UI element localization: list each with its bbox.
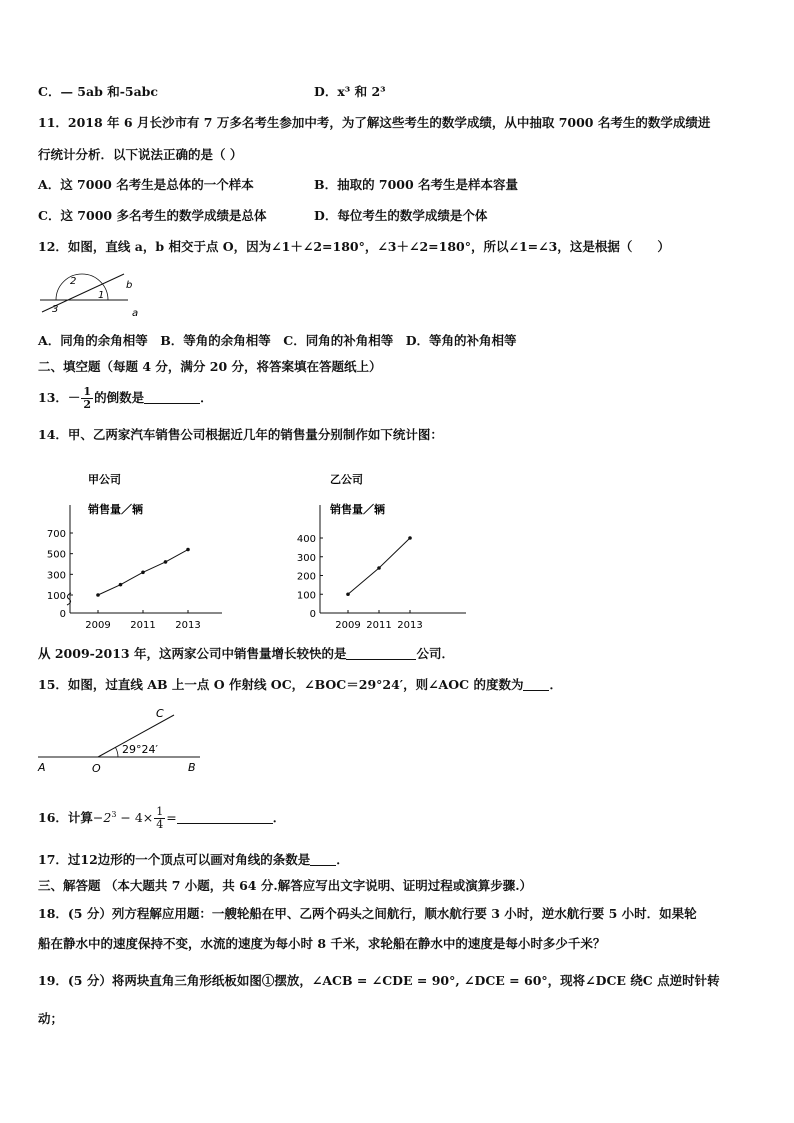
jia-ytick-label: 100 [46, 591, 66, 602]
jia-data-point [141, 570, 145, 574]
q16-prefix: 16．计算 [38, 810, 93, 826]
q11-option-d: D．每位考生的数学成绩是个体 [314, 208, 488, 223]
q10-option-d: D．x³ 和 2³ [314, 84, 386, 99]
jia-data-point [186, 548, 190, 552]
q14-answer-blank [346, 647, 416, 660]
jia-ytick-label: 700 [46, 529, 66, 540]
q15-stem [38, 677, 562, 693]
chart-jia-title: 甲公司 [88, 473, 121, 486]
q11-option-c: C．这 7000 多名考生的数学成绩是总体 [38, 208, 267, 223]
q12-stem: 12．如图，直线 a，b 相交于点 O，因为∠1＋∠2=180°，∠3＋∠2=180°，所以∠1=∠3，这是根据（ ） [38, 239, 670, 254]
yi-data-point [377, 566, 381, 570]
jia-ytick-label: 300 [46, 570, 66, 582]
chart-yi-ylabel: 销售量／辆 [330, 503, 385, 516]
yi-ytick-label: 0 [309, 609, 316, 620]
point-a-label: A [38, 761, 46, 774]
q16-answer-blank [177, 811, 273, 824]
q14-question [38, 646, 454, 662]
q14-question-end: 公司． [416, 646, 454, 661]
yi-xtick-label: 2011 [366, 620, 392, 631]
yi-ytick-label: 300 [296, 552, 316, 564]
jia-xtick-label: 2009 [85, 620, 111, 631]
q15-end: ． [549, 677, 562, 692]
label-a: a [132, 308, 139, 319]
jia-xtick-label: 2013 [175, 620, 201, 631]
jia-ytick-label: 0 [59, 609, 66, 620]
q13-numerator: 1 [83, 385, 92, 398]
q11-stem-line1: 11．2018 年 6 月长沙市有 7 万多名考生参加中考，为了解这些考生的数学成绩，从中抽取 7000 名考生的数学成绩进 [38, 115, 711, 130]
q16-end: ． [272, 810, 286, 826]
q13 [38, 384, 213, 412]
yi-xtick-label: 2009 [335, 620, 361, 631]
jia-data-point [119, 583, 123, 587]
q13-end: ． [200, 390, 213, 405]
q15-answer-blank [523, 678, 549, 691]
q12-options: A．同角的余角相等 B．等角的余角相等 C．同角的补角相等 D．等角的补角相等 [38, 333, 517, 348]
yi-ytick-label: 200 [296, 571, 316, 583]
q18-line2: 船在静水中的速度保持不变，水流的速度为每小时 8 千米，求轮船在静水中的速度是每小时多少千米？ [38, 936, 606, 951]
q17-text: 17．过12边形的一个顶点可以画对角线的条数是 [38, 852, 311, 867]
q13-denominator: 2 [83, 398, 92, 411]
q18-line1: 18．(5 分）列方程解应用题：一艘轮船在甲、乙两个码头之间航行，顺水航行要 3 小时，逆水航行要 5 小时．如果轮 [38, 906, 697, 921]
q16-denominator: 4 [156, 818, 164, 832]
q11-option-a: A．这 7000 名考生是总体的一个样本 [38, 177, 254, 192]
section-3-heading: 三、解答题 （本大题共 7 小题，共 64 分.解答应写出文字说明、证明过程或演算步骤.） [38, 878, 533, 893]
yi-data-point [408, 536, 412, 540]
q11-stem-line2: 行统计分析．以下说法正确的是（ ） [38, 147, 243, 162]
point-c-label: C [156, 707, 164, 720]
q14-stem: 14．甲、乙两家汽车销售公司根据近几年的销售量分别制作如下统计图： [38, 427, 443, 442]
q17 [38, 852, 349, 868]
chart-jia-ylabel: 销售量／辆 [88, 503, 143, 516]
q13-prefix: 13．－ [38, 390, 81, 405]
jia-data-point [164, 560, 168, 564]
label-3: 3 [52, 304, 59, 315]
q13-fraction [81, 386, 93, 411]
chart-yi-title: 乙公司 [330, 473, 363, 486]
q19-line1: 19．(5 分）将两块直角三角形纸板如图①摆放，∠ACB = ∠CDE = 90°, ∠DCE = 60°，现将∠DCE 绕C 点逆时针转 [38, 973, 720, 988]
jia-data-point [96, 593, 100, 597]
q16-exponent: 3 [111, 810, 117, 819]
q13-answer-blank [144, 391, 200, 404]
chart-yi-series-line [348, 538, 410, 594]
point-b-label: B [188, 761, 196, 774]
chart-yi [290, 465, 480, 635]
jia-xtick-label: 2011 [130, 620, 156, 631]
q15-angle-figure [34, 703, 214, 775]
q16-term1: −2 [92, 810, 112, 826]
q16-fraction [154, 806, 165, 831]
chart-jia [40, 465, 270, 635]
q19-line2: 动； [38, 1011, 64, 1026]
yi-ytick-label: 100 [296, 590, 316, 602]
q11-option-b: B．抽取的 7000 名考生是样本容量 [314, 177, 519, 192]
label-1: 1 [98, 290, 105, 301]
q17-end: ． [336, 852, 349, 867]
q16-term2: − 4× [116, 810, 154, 826]
label-2: 2 [70, 276, 77, 287]
q16-equals: = [166, 810, 177, 826]
label-b: b [126, 280, 133, 291]
section-2-heading: 二、填空题（每题 4 分，满分 20 分，将答案填在答题纸上） [38, 359, 382, 374]
q17-answer-blank [310, 853, 336, 866]
q12-intersecting-lines-figure [36, 270, 146, 320]
jia-ytick-label: 500 [46, 549, 66, 561]
q16-numerator: 1 [156, 805, 164, 819]
point-o-label: O [92, 762, 101, 775]
yi-xtick-label: 2013 [397, 620, 423, 631]
yi-data-point [346, 592, 350, 596]
q14-question-text: 从 2009-2013 年，这两家公司中销售量增长较快的是 [38, 646, 347, 661]
q15-stem-text: 15．如图，过直线 AB 上一点 O 作射线 OC，∠BOC＝29°24′，则∠AOC 的度数为 [38, 677, 524, 692]
q16 [38, 800, 285, 833]
q10-option-c: C．— 5ab 和-5abc [38, 84, 159, 99]
yi-ytick-label: 400 [296, 534, 316, 545]
angle-boc-label: 29°24′ [122, 743, 158, 756]
angle-boc-arc [116, 747, 119, 757]
q13-text: 的倒数是 [94, 390, 145, 405]
